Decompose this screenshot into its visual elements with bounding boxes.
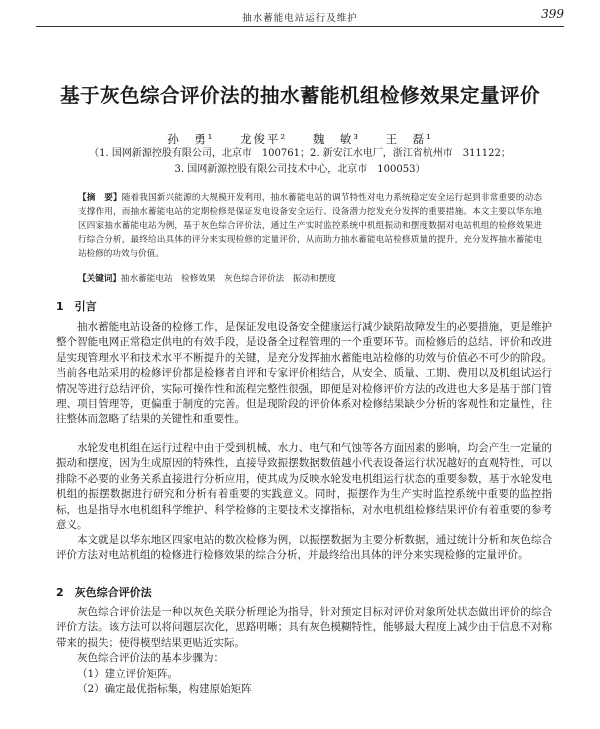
abstract: [78, 191, 542, 261]
journal-name: 抽水蓄能电站运行及维护: [242, 13, 358, 24]
section-heading-introduction: 1 引言: [56, 300, 97, 313]
paper-title: 基于灰色综合评价法的抽水蓄能机组检修效果定量评价: [59, 84, 540, 107]
author: 魏 敏³: [312, 132, 360, 146]
author: 王 磊¹: [385, 132, 433, 146]
intro-paragraph-2: 水轮发电机组在运行过程中由于受到机械、水力、电气和气蚀等各方面因素的影响，均会产生一定量的振动和摆度，因为生成原因的特殊性，直接导致振摆数据数值越小代表设备运行状况越好的直观特性，可以排除不必要的业务关系直接进行分析应用，使其成为反映水轮发电机组运行状态的重要参数，基于水轮发电机组的振摆数据进行研究和分析有着重要的实践意义。同时，振摆作为生产实时监控系统中重要的监控指标，也是指导水电机组科学维护、科学检修的主要技术支撑指标，对水电机组检修结果评价有着重要的参考意义。: [56, 442, 552, 532]
page-number: 399: [541, 7, 564, 21]
author: 孙 勇¹: [167, 132, 215, 146]
author: 龙俊平²: [240, 132, 288, 146]
method-paragraph-1: 灰色综合评价法是一种以灰色关联分析理论为指导，针对预定目标对评价对象所处状态做出评价的综合评价方法。该方法可以将问题层次化，思路明晰；具有灰色模糊特性，能够最大程度上减少由于信息不对称带来的损失；使得模型结果更贴近实际。: [56, 606, 552, 649]
intro-paragraph-3: 本文就是以华东地区四家电站的数次检修为例，以振摆数据为主要分析数据，通过统计分析和灰色综合评价方法对电站机组的检修进行检修效果的综合分析，并最终给出具体的评分来实现检修的定量评价。: [56, 534, 552, 562]
keywords-text: 抽水蓄能电站 检修效果 灰色综合评价法 振动和摆度: [120, 274, 336, 284]
running-header: [36, 6, 564, 27]
author-list: [0, 131, 600, 147]
section-heading-grey-method: 2 灰色综合评价法: [56, 586, 152, 599]
method-steps: [77, 667, 552, 698]
intro-paragraph-1: 抽水蓄能电站设备的检修工作，是保证发电设备安全健康运行减少缺陷故障发生的必要措施，更是维护整个智能电网正常稳定供电的有效手段，是设备全过程管理的一个重要环节。而检修后的总结、评价和改进是实现管理水平和技术水平不断提升的关键，是充分发挥抽水蓄能电站检修的功效与价值必不可少的阶段。当前各电站采用的检修评价都是检修者自评和专家评价相结合，从安全、质量、工期、费用以及机组试运行情况等进行总结评价，实际可操作性和流程完整性很强，即便是对检修评价方法的改进也大多是基于部门管理、项目管理等，更偏重于制度的完善。但是现阶段的评价体系对检修结果缺少分析的客观性和定量性，往往整体而忽略了结果的关键性和重要性。: [56, 321, 552, 426]
method-paragraph-2: 灰色综合评价法的基本步骤为：: [77, 652, 224, 664]
keywords: [78, 272, 542, 284]
abstract-label: 【摘 要】: [78, 193, 122, 203]
affiliation-line-2: 3. 国网新源控股有限公司技术中心，北京市 100053）: [174, 164, 426, 175]
list-item: （2）确定最优指标集，构建原始矩阵: [77, 683, 252, 696]
keywords-label: 【关键词】: [78, 274, 121, 284]
list-item: （1）建立评价矩阵。: [77, 668, 179, 680]
abstract-text: 随着我国新兴能源的大规模开发利用，抽水蓄能电站的调节特性对电力系统稳定安全运行起到非常重要的动态支撑作用，而抽水蓄能电站的定期检修是保证发电设备安全运行、设备潜力挖发充分发挥的重要措施。本文主要以华东地区四家抽水蓄能电站为例，基于灰色综合评价法，通过生产实时监控系统中机组振动和摆度数据对电站机组的检修效果进行综合分析，最终给出具体的评分来实现检修的定量评价，从而助力抽水蓄能电站检修质量的提升，充分发挥抽水蓄能电站检修的功效与价值。: [78, 193, 542, 259]
affiliation-line-1: （1. 国网新源控股有限公司，北京市 100761；2. 新安江水电厂，浙江省杭州市 311122；: [89, 148, 511, 159]
